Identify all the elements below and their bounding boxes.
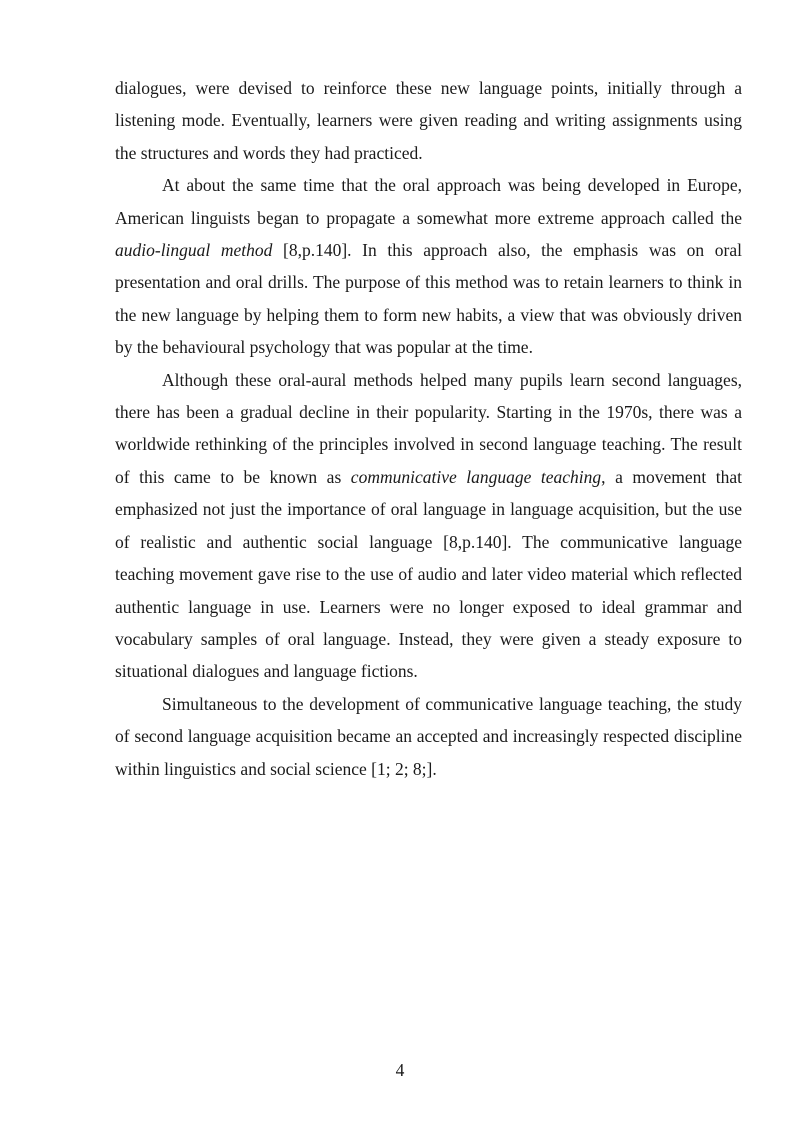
- document-page: [115, 72, 742, 785]
- paragraph-1: [115, 72, 742, 169]
- paragraph-1-text: dialogues, were devised to reinforce these new language points, initially through a listening mode. Eventually, learners were given reading and writing assignments using the structures and words they had practiced.: [115, 78, 742, 163]
- term-communicative-language-teaching: communicative language teaching: [350, 466, 602, 487]
- paragraph-2: [115, 169, 742, 363]
- paragraph-3: [115, 364, 742, 688]
- paragraph-4: [115, 688, 742, 785]
- page-number: 4: [395, 1060, 405, 1080]
- paragraph-2-text-a: At about the same time that the oral approach was being developed in Europe, American linguists began to propagate a somewhat more extreme approach called the: [115, 175, 742, 228]
- paragraph-3-text-b: , a movement that emphasized not just the importance of oral language in language acquisition, but the use of realistic and authentic social language [8,p.140]. The communicative language teaching movement gave rise to the use of audio and later video material which reflected authentic language in use. Learners were no longer exposed to ideal grammar and vocabulary samples of oral language. Instead, they were given a steady exposure to situational dialogues and language fictions.: [115, 466, 742, 682]
- paragraph-4-text: Simultaneous to the development of communicative language teaching, the study of second language acquisition became an accepted and increasingly respected discipline within linguistics and social science [1; 2; 8;].: [115, 693, 742, 779]
- paragraph-2-text-b: [8,p.140]. In this approach also, the emphasis was on oral presentation and oral drills. The purpose of this method was to retain learners to think in the new language by helping them to form new habits, a view that was obviously driven by the behavioural psychology that was popular at the time.: [115, 240, 742, 358]
- paragraph-3-text-a: Although these oral-aural methods helped many pupils learn second languages, there has been a gradual decline in their popularity. Starting in the 1970s, there was a worldwide rethinking of the principles involved in second language teaching. The result of this came to be known as: [115, 369, 742, 487]
- term-audio-lingual-method: audio-lingual method: [115, 240, 273, 261]
